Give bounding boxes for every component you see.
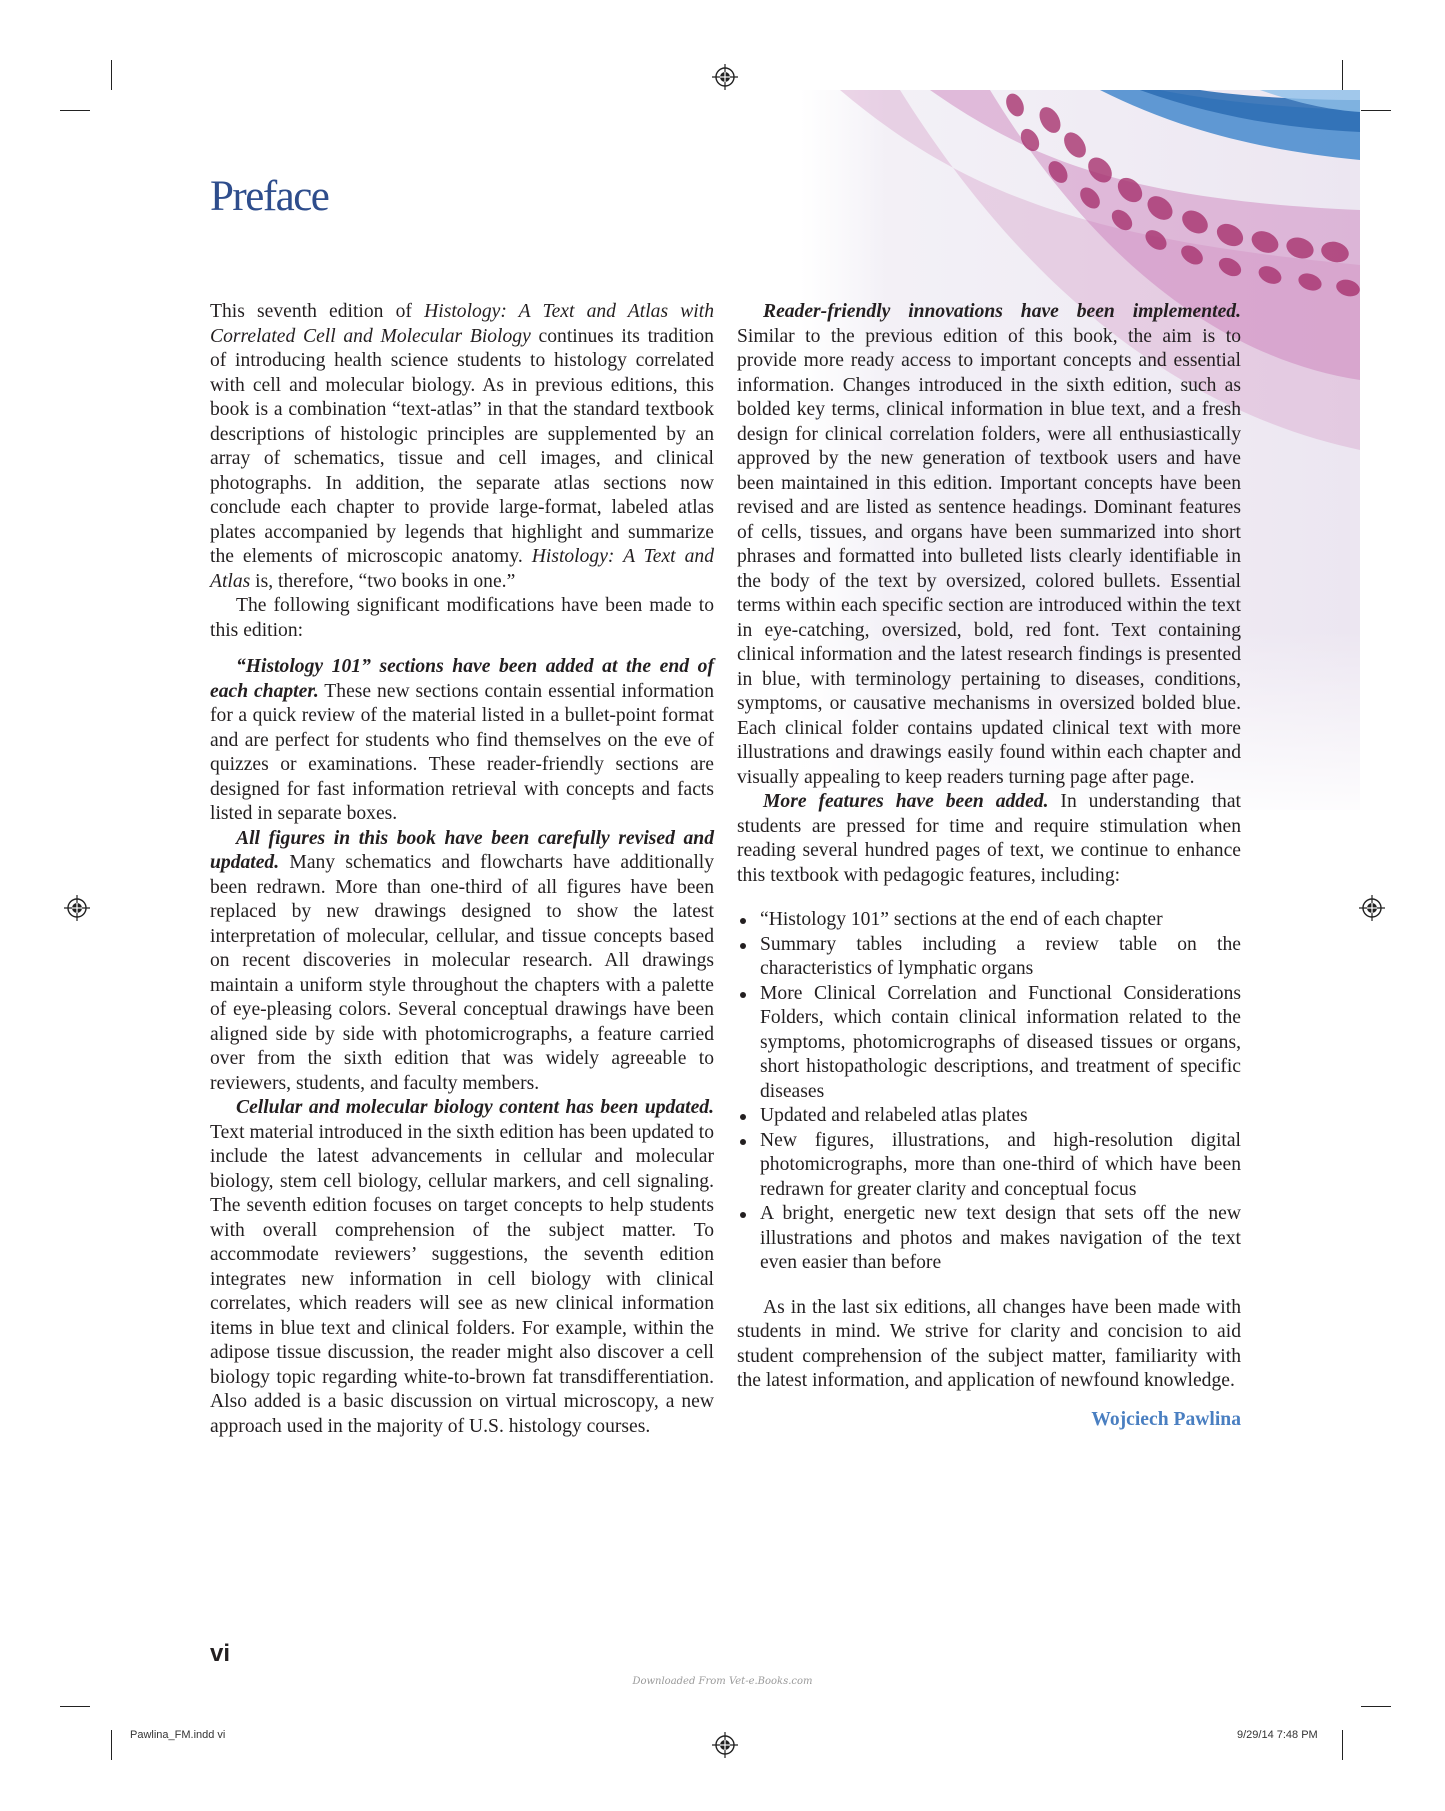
paragraph-lead: Reader-friendly innovations have been implemented. bbox=[763, 301, 1241, 322]
modifications-intro: The following significant modifications have been made to this edition: bbox=[210, 595, 714, 641]
author-signature: Wojciech Pawlina bbox=[1091, 1408, 1241, 1430]
crop-mark bbox=[60, 110, 90, 111]
crop-mark bbox=[111, 60, 112, 90]
page-number: vi bbox=[210, 1640, 231, 1667]
cell-biology-paragraph: Cellular and molecular biology content has been updated. Text material introduced in the sixth edition has been updated to include the latest advancements in cellular and molecular biology, stem cell biology, cellular markers, and cell signaling. The seventh edition focuses on target concepts to help students with overall comprehension of the subject matter. To accommodate reviewers’ suggestions, the seventh edition integrates new information in cell biology with clinical correlates, which readers will see as new clinical information items in blue text and clinical folders. For example, within the adipose tissue discussion, the reader might also discover a cell biology topic regarding white-to-brown fat transdifferentiation. Also added is a basic discussion on virtual microscopy, a new approach used in the majority of U.S. histology courses. bbox=[210, 1097, 714, 1437]
list-item: “Histology 101” sections at the end of each chapter bbox=[737, 908, 1241, 933]
paragraph-lead: More features have been added. bbox=[763, 791, 1049, 812]
list-item: More Clinical Correlation and Functional Considerations Folders, which contain clinical information related to the symptoms, photomicrographs of diseased tissues or organs, short histopathologic descriptions, and treatment of specific diseases bbox=[737, 982, 1241, 1105]
innovations-paragraph: Reader-friendly innovations have been implemented. Similar to the previous edition of this book, the aim is to provide more ready access to important concepts and essential information. Changes introduced in the sixth edition, such as bolded key terms, clinical information in blue text, and a fresh design for clinical correlation folders, were all enthusiastically approved by the new generation of textbook users and have been maintained in this edition. Important concepts have been revised and are listed as sentence headings. Dominant features of cells, tissues, and organs have been summarized into short phrases and formatted into bulleted lists clearly identifiable in the body of the text by oversized, colored bullets. Essential terms within each specific section are introduced within the text in eye-catching, oversized, bold, red font. Text containing clinical information and the latest research findings is presented in blue, with terminology pertaining to diseases, conditions, symptoms, or causative mechanisms in oversized bolded blue. Each clinical folder contains updated clinical text with more illustrations and drawings easily found within each chapter and visually appealing to keep readers turning page after page. bbox=[737, 301, 1241, 788]
list-item: Updated and relabeled atlas plates bbox=[737, 1104, 1241, 1129]
crop-mark bbox=[111, 1730, 112, 1760]
slug-filename: Pawlina_FM.indd vi bbox=[130, 1729, 226, 1741]
crop-mark bbox=[1361, 1706, 1391, 1707]
crop-mark bbox=[60, 1706, 90, 1707]
registration-mark-icon bbox=[712, 64, 738, 90]
list-item: New figures, illustrations, and high-resolution digital photomicrographs, more than one-third of which have been redrawn for greater clarity and conceptual focus bbox=[737, 1129, 1241, 1203]
paragraph-lead: All figures in this book have been carefully revised and updated. bbox=[210, 827, 714, 873]
registration-mark-icon bbox=[712, 1732, 738, 1758]
histology-101-paragraph: “Histology 101” sections have been added at the end of each chapter. These new sections contain essential information for a quick review of the material listed in a bullet-point format and are perfect for students who find themselves on the eve of quizzes or examinations. These reader-friendly sections are designed for fast information retrieval with concepts and facts listed in separate boxes. bbox=[210, 656, 714, 824]
paragraph-lead: “Histology 101” sections have been added at the end of each chapter. bbox=[210, 656, 714, 702]
features-list bbox=[737, 908, 1241, 1276]
intro-paragraph: This seventh edition of Histology: A Text and Atlas with Correlated Cell and Molecular Biology continues its tradition of introducing health science students to histology correlated with cell and molecular biology. As in previous editions, this book is a combination “text-atlas” in that the standard textbook descriptions of histologic principles are supplemented by an array of schematics, tissue and cell images, and clinical photographs. In addition, the separate atlas sections now conclude each chapter to provide large-format, labeled atlas plates accompanied by legends that highlight and summarize the elements of microscopic anatomy. Histology: A Text and Atlas is, therefore, “two books in one.” bbox=[210, 301, 714, 592]
list-item: Summary tables including a review table on the characteristics of lymphatic organs bbox=[737, 933, 1241, 982]
paragraph-lead: Cellular and molecular biology content has been updated. bbox=[236, 1097, 714, 1118]
crop-mark bbox=[1361, 110, 1391, 111]
left-column bbox=[210, 300, 714, 1439]
features-paragraph: More features have been added. In understanding that students are pressed for time and require stimulation when reading several hundred pages of text, we continue to enhance this textbook with pedagogic features, including: bbox=[737, 791, 1241, 886]
right-column bbox=[737, 300, 1241, 1432]
book-title-short: Histology: A Text and Atlas bbox=[210, 546, 714, 592]
closing-paragraph: As in the last six editions, all changes have been made with students in mind. We strive for clarity and concision to aid student comprehension of the subject matter, familiarity with the latest information, and application of newfound knowledge. bbox=[737, 1296, 1241, 1391]
slug-datetime: 9/29/14 7:48 PM bbox=[1237, 1729, 1318, 1741]
page-title: Preface bbox=[210, 173, 329, 220]
list-item: A bright, energetic new text design that sets off the new illustrations and photos and makes navigation of the text even easier than before bbox=[737, 1202, 1241, 1276]
figures-paragraph: All figures in this book have been carefully revised and updated. Many schematics and flowcharts have additionally been redrawn. More than one-third of all figures have been replaced by new drawings designed to show the latest interpretation of molecular, cellular, and tissue concepts based on recent discoveries in molecular research. All drawings maintain a uniform style throughout the chapters with a palette of eye-pleasing colors. Several conceptual drawings have been aligned side by side with photomicrographs, a feature carried over from the sixth edition that was widely agreeable to reviewers, students, and faculty members. bbox=[210, 827, 714, 1094]
crop-mark bbox=[1342, 60, 1343, 90]
registration-mark-icon bbox=[64, 895, 90, 921]
crop-mark bbox=[1342, 1730, 1343, 1760]
book-title: Histology: A Text and Atlas with Correlated Cell and Molecular Biology bbox=[210, 301, 714, 347]
registration-mark-icon bbox=[1359, 895, 1385, 921]
download-watermark: Downloaded From Vet-e.Books.com bbox=[632, 1676, 813, 1687]
